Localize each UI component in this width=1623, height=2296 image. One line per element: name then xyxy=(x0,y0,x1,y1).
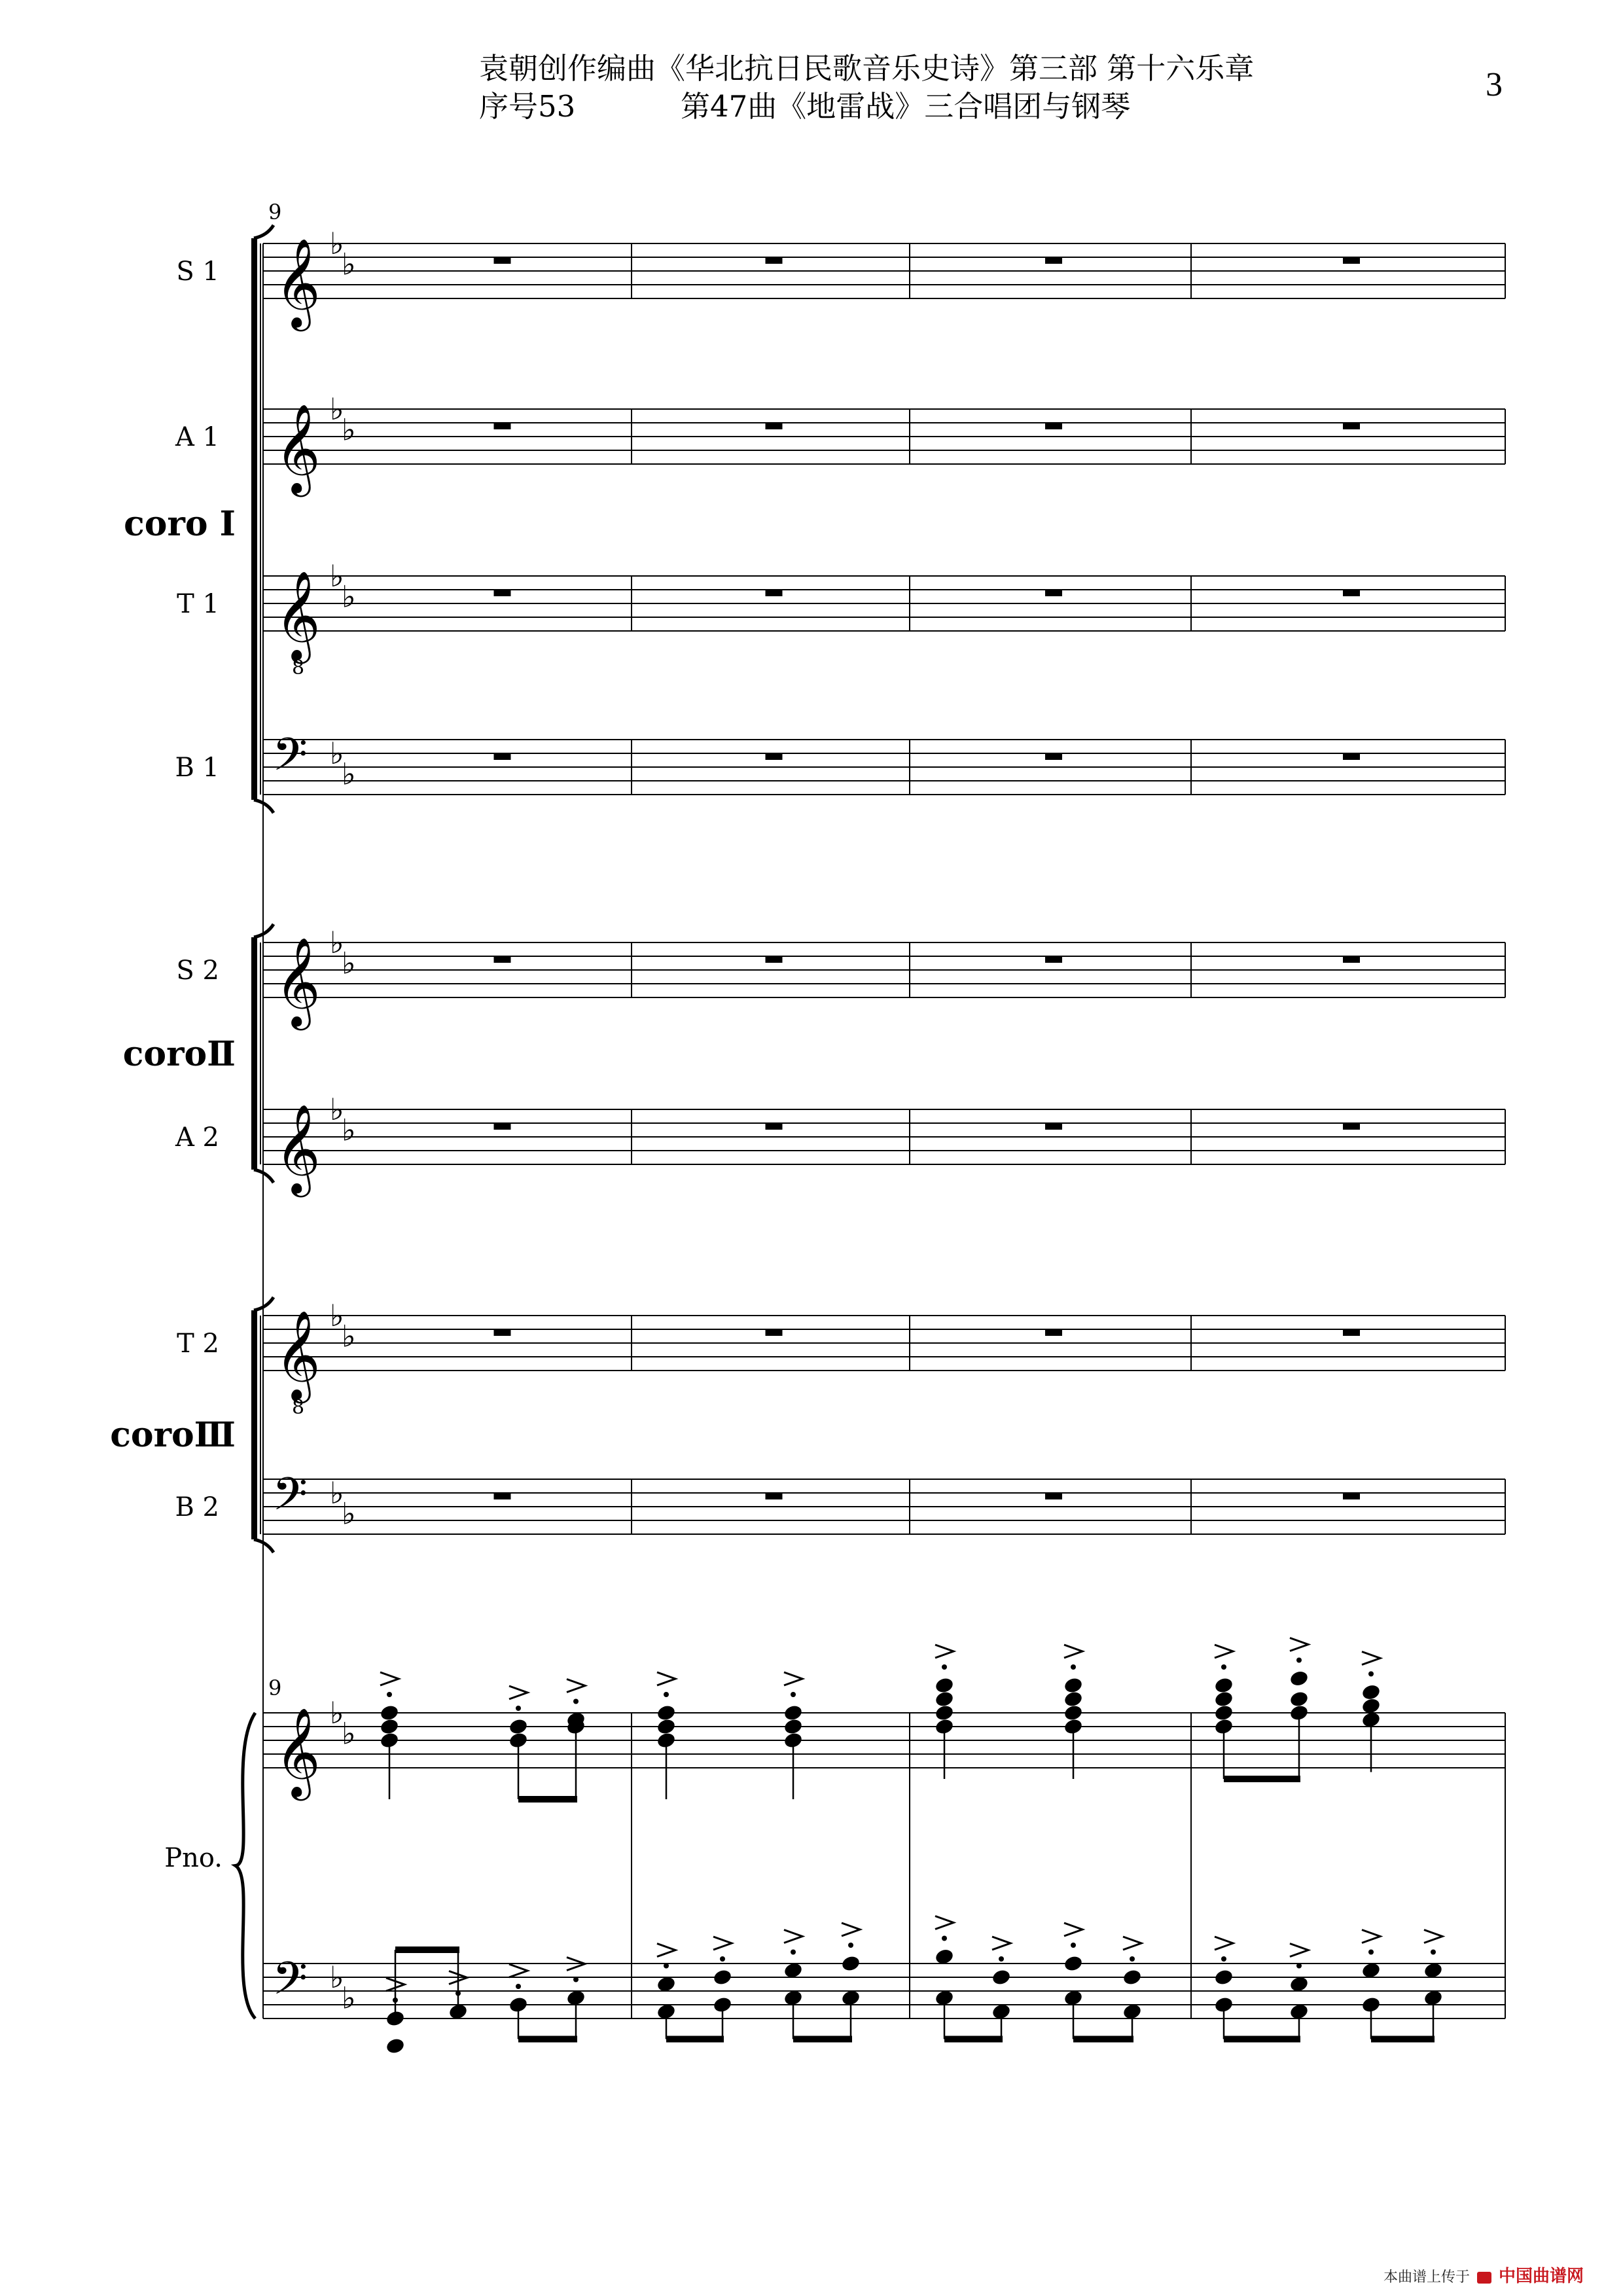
treble-clef-icon: 𝄞 xyxy=(275,1103,321,1193)
accent-mark xyxy=(509,1686,527,1699)
chord xyxy=(1423,1930,1443,2007)
notehead xyxy=(1063,1954,1083,1973)
flat-icon: ♭ xyxy=(342,412,356,448)
footer-upload-note xyxy=(1383,2263,1584,2287)
flat-icon: ♭ xyxy=(342,1318,356,1354)
flat-icon: ♭ xyxy=(342,1715,356,1751)
accent-mark xyxy=(1123,1937,1141,1950)
staff-s1 xyxy=(263,243,1505,298)
accent-mark xyxy=(992,1937,1010,1950)
staff-s2 xyxy=(263,942,1505,997)
beam xyxy=(1224,1776,1300,1782)
beam xyxy=(1371,2036,1435,2043)
flat-icon: ♭ xyxy=(342,1112,356,1148)
flat-icon: ♭ xyxy=(330,1960,344,1995)
beam xyxy=(1073,2036,1133,2043)
accent-mark xyxy=(1215,1937,1233,1950)
chord xyxy=(1361,1652,1381,1729)
notehead xyxy=(1122,1968,1142,1986)
notehead xyxy=(934,1690,954,1708)
notehead xyxy=(1063,1690,1083,1708)
whole-rest xyxy=(494,956,511,963)
staccato-dot xyxy=(1368,1950,1374,1955)
beam xyxy=(395,1946,459,1953)
chord xyxy=(379,1672,399,1749)
whole-rest xyxy=(1045,1329,1062,1336)
flat-icon: ♭ xyxy=(330,1298,344,1333)
beam xyxy=(666,2036,724,2043)
whole-rest xyxy=(1045,1493,1062,1499)
accent-mark xyxy=(1362,1930,1380,1943)
whole-rest xyxy=(1045,257,1062,264)
accent-mark xyxy=(509,1964,527,1977)
flat-icon: ♭ xyxy=(330,558,344,594)
accent-mark xyxy=(784,1672,802,1685)
whole-rest xyxy=(1045,753,1062,760)
staccato-dot xyxy=(516,1984,521,1989)
notehead xyxy=(783,1704,803,1722)
staccato-dot xyxy=(516,1706,521,1711)
chord xyxy=(712,1937,732,2014)
staccato-dot xyxy=(1071,1943,1076,1948)
chord xyxy=(934,1916,954,2007)
accent-mark xyxy=(567,1679,585,1693)
staccato-dot xyxy=(1296,1658,1302,1663)
whole-rest xyxy=(766,257,783,264)
notehead xyxy=(656,1704,676,1722)
chord xyxy=(656,1944,676,2021)
notehead xyxy=(1289,1690,1309,1708)
staff-a2 xyxy=(263,1109,1505,1164)
staccato-dot xyxy=(387,1692,392,1697)
bracket-bar xyxy=(251,1310,257,1539)
whole-rest xyxy=(1045,423,1062,429)
footer-brand: 中国曲谱网 xyxy=(1498,2267,1584,2286)
whole-rest xyxy=(1343,257,1360,264)
flat-icon: ♭ xyxy=(330,1695,344,1731)
accent-mark xyxy=(713,1937,732,1950)
chord xyxy=(991,1937,1011,2020)
staccato-dot xyxy=(664,1964,669,1969)
accent-mark xyxy=(842,1923,860,1936)
chord xyxy=(1063,1645,1083,1736)
header-title-line1: 袁朝创作编曲《华北抗日民歌音乐史诗》第三部 第十六乐章 xyxy=(479,51,1255,86)
flat-icon: ♭ xyxy=(330,925,344,960)
notehead xyxy=(1213,1704,1234,1722)
chord xyxy=(1289,1944,1309,2021)
accent-mark xyxy=(935,1645,954,1658)
whole-rest xyxy=(494,590,511,596)
accent-mark xyxy=(784,1930,802,1943)
chord xyxy=(656,1672,676,1749)
notehead xyxy=(656,1717,676,1736)
bracket-bar xyxy=(251,937,257,1170)
whole-rest xyxy=(494,753,511,760)
treble-clef-icon: 𝄞 xyxy=(275,569,321,660)
staccato-dot xyxy=(1221,1956,1226,1962)
whole-rest xyxy=(1045,1123,1062,1130)
treble-clef-icon: 𝄞 xyxy=(275,1706,321,1797)
accent-mark xyxy=(1290,1944,1308,1957)
notehead xyxy=(991,1968,1011,1986)
notehead xyxy=(508,1717,528,1736)
measure-number-piano: 9 xyxy=(268,1676,282,1700)
piano-staff-treble xyxy=(263,1713,1505,1768)
staccato-dot xyxy=(942,1664,947,1670)
whole-rest xyxy=(1343,956,1360,963)
footer-text: 本曲谱上传于 xyxy=(1383,2269,1470,2286)
whole-rest xyxy=(766,590,783,596)
whole-rest xyxy=(1343,590,1360,596)
chord xyxy=(783,1672,803,1749)
staccato-dot xyxy=(1221,1664,1226,1670)
chord xyxy=(1063,1923,1083,2007)
whole-rest xyxy=(494,1329,511,1336)
notehead xyxy=(1213,1690,1234,1708)
chord xyxy=(934,1645,954,1736)
notehead xyxy=(1289,1670,1309,1688)
flat-icon: ♭ xyxy=(342,945,356,981)
staccato-dot xyxy=(1431,1950,1436,1955)
accent-mark xyxy=(1424,1930,1442,1943)
whole-rest xyxy=(1045,590,1062,596)
treble-clef-icon: 𝄞 xyxy=(275,237,321,327)
whole-rest xyxy=(494,1493,511,1499)
whole-rest xyxy=(1343,753,1360,760)
notehead xyxy=(1213,1676,1234,1695)
chord xyxy=(1122,1937,1142,2020)
chord xyxy=(1213,1645,1234,1736)
staff-label: B 1 xyxy=(175,753,219,783)
staccato-dot xyxy=(1130,1956,1135,1962)
staccato-dot xyxy=(664,1692,669,1697)
flat-icon: ♭ xyxy=(330,736,344,771)
chord xyxy=(1213,1937,1234,2014)
choir-group-label: coro Ⅰ xyxy=(124,504,236,544)
accent-mark xyxy=(1290,1638,1308,1651)
flat-icon: ♭ xyxy=(342,246,356,282)
whole-rest xyxy=(494,423,511,429)
chord xyxy=(1289,1638,1309,1722)
notehead xyxy=(1361,1683,1381,1702)
choir-group-label: coroⅢ xyxy=(110,1415,236,1455)
flat-icon: ♭ xyxy=(342,756,356,792)
accent-mark xyxy=(1215,1645,1233,1658)
flat-icon: ♭ xyxy=(330,226,344,261)
staccato-dot xyxy=(1368,1672,1374,1677)
chord xyxy=(508,1686,528,1749)
staff-label: A 2 xyxy=(175,1122,219,1153)
page-number: 3 xyxy=(1486,66,1503,103)
header-piece-title: 第47曲《地雷战》三合唱团与钢琴 xyxy=(681,89,1131,124)
staff-t2 xyxy=(263,1316,1505,1371)
octave-8-marker: 8 xyxy=(292,1396,305,1419)
whole-rest xyxy=(766,1329,783,1336)
notehead xyxy=(934,1704,954,1722)
staff-label: B 2 xyxy=(175,1492,219,1522)
notehead xyxy=(385,2037,405,2055)
measure-number: 9 xyxy=(268,200,282,224)
notehead xyxy=(1063,1704,1083,1722)
beam xyxy=(944,2036,1003,2043)
whole-rest xyxy=(494,1123,511,1130)
whole-rest xyxy=(1045,956,1062,963)
notehead xyxy=(379,1704,399,1722)
staff-b1 xyxy=(263,740,1505,795)
treble-clef-icon: 𝄞 xyxy=(275,1309,321,1399)
logo-icon xyxy=(1477,2272,1491,2284)
accent-mark xyxy=(1362,1652,1380,1665)
piano-label: Pno. xyxy=(164,1843,223,1873)
staccato-dot xyxy=(573,1699,579,1704)
staccato-dot xyxy=(720,1956,725,1962)
staff-a1 xyxy=(263,409,1505,464)
notehead xyxy=(840,1954,861,1973)
staccato-dot xyxy=(942,1936,947,1941)
accent-mark xyxy=(1064,1645,1082,1658)
notehead xyxy=(1213,1968,1234,1986)
staff-label: A 1 xyxy=(175,422,219,452)
flat-icon: ♭ xyxy=(342,579,356,615)
staff-t1 xyxy=(263,576,1505,631)
notehead xyxy=(712,1968,732,1986)
accent-mark xyxy=(935,1916,954,1929)
whole-rest xyxy=(1343,1493,1360,1499)
bracket-top xyxy=(254,225,274,238)
staccato-dot xyxy=(848,1943,853,1948)
octave-8-marker: 8 xyxy=(292,656,305,679)
chord xyxy=(840,1923,861,2007)
choir-group-label: coroⅡ xyxy=(122,1034,236,1074)
flat-icon: ♭ xyxy=(342,1980,356,2016)
accent-mark xyxy=(380,1672,399,1685)
accent-mark xyxy=(657,1672,675,1685)
flat-icon: ♭ xyxy=(330,391,344,427)
whole-rest xyxy=(1343,423,1360,429)
whole-rest xyxy=(766,423,783,429)
chord xyxy=(1361,1930,1381,2014)
notehead xyxy=(783,1717,803,1736)
whole-rest xyxy=(494,257,511,264)
staccato-dot xyxy=(573,1977,579,1982)
notehead xyxy=(1063,1676,1083,1695)
beam xyxy=(518,2036,577,2043)
treble-clef-icon: 𝄞 xyxy=(275,403,321,493)
piano-brace xyxy=(236,1713,255,2018)
staccato-dot xyxy=(791,1692,796,1697)
flat-icon: ♭ xyxy=(342,1496,356,1532)
bass-clef-icon: 𝄢 xyxy=(272,728,308,792)
staff-label: T 2 xyxy=(177,1329,219,1359)
beam xyxy=(1224,2036,1300,2043)
header-sequence-number: 序号53 xyxy=(479,89,576,124)
staff-label: S 2 xyxy=(176,956,219,986)
beam xyxy=(793,2036,852,2043)
flat-icon: ♭ xyxy=(330,1475,344,1511)
staccato-dot xyxy=(791,1950,796,1955)
treble-clef-icon: 𝄞 xyxy=(275,936,321,1026)
whole-rest xyxy=(766,753,783,760)
whole-rest xyxy=(1343,1123,1360,1130)
accent-mark xyxy=(657,1944,675,1957)
whole-rest xyxy=(1343,1329,1360,1336)
notehead xyxy=(934,1676,954,1695)
whole-rest xyxy=(766,1493,783,1499)
staccato-dot xyxy=(999,1956,1004,1962)
staff-label: T 1 xyxy=(177,589,219,619)
bass-clef-icon: 𝄢 xyxy=(272,1467,308,1532)
accent-mark xyxy=(1064,1923,1082,1936)
whole-rest xyxy=(766,1123,783,1130)
staccato-dot xyxy=(1296,1964,1302,1969)
beam xyxy=(518,1796,577,1803)
flat-icon: ♭ xyxy=(330,1092,344,1127)
bracket-bar xyxy=(251,238,257,800)
chord xyxy=(783,1930,803,2007)
bass-clef-icon: 𝄢 xyxy=(272,1952,308,2016)
staccato-dot xyxy=(1071,1664,1076,1670)
notehead xyxy=(379,1717,399,1736)
whole-rest xyxy=(766,956,783,963)
staff-label: S 1 xyxy=(176,257,219,287)
staff-b2 xyxy=(263,1479,1505,1534)
